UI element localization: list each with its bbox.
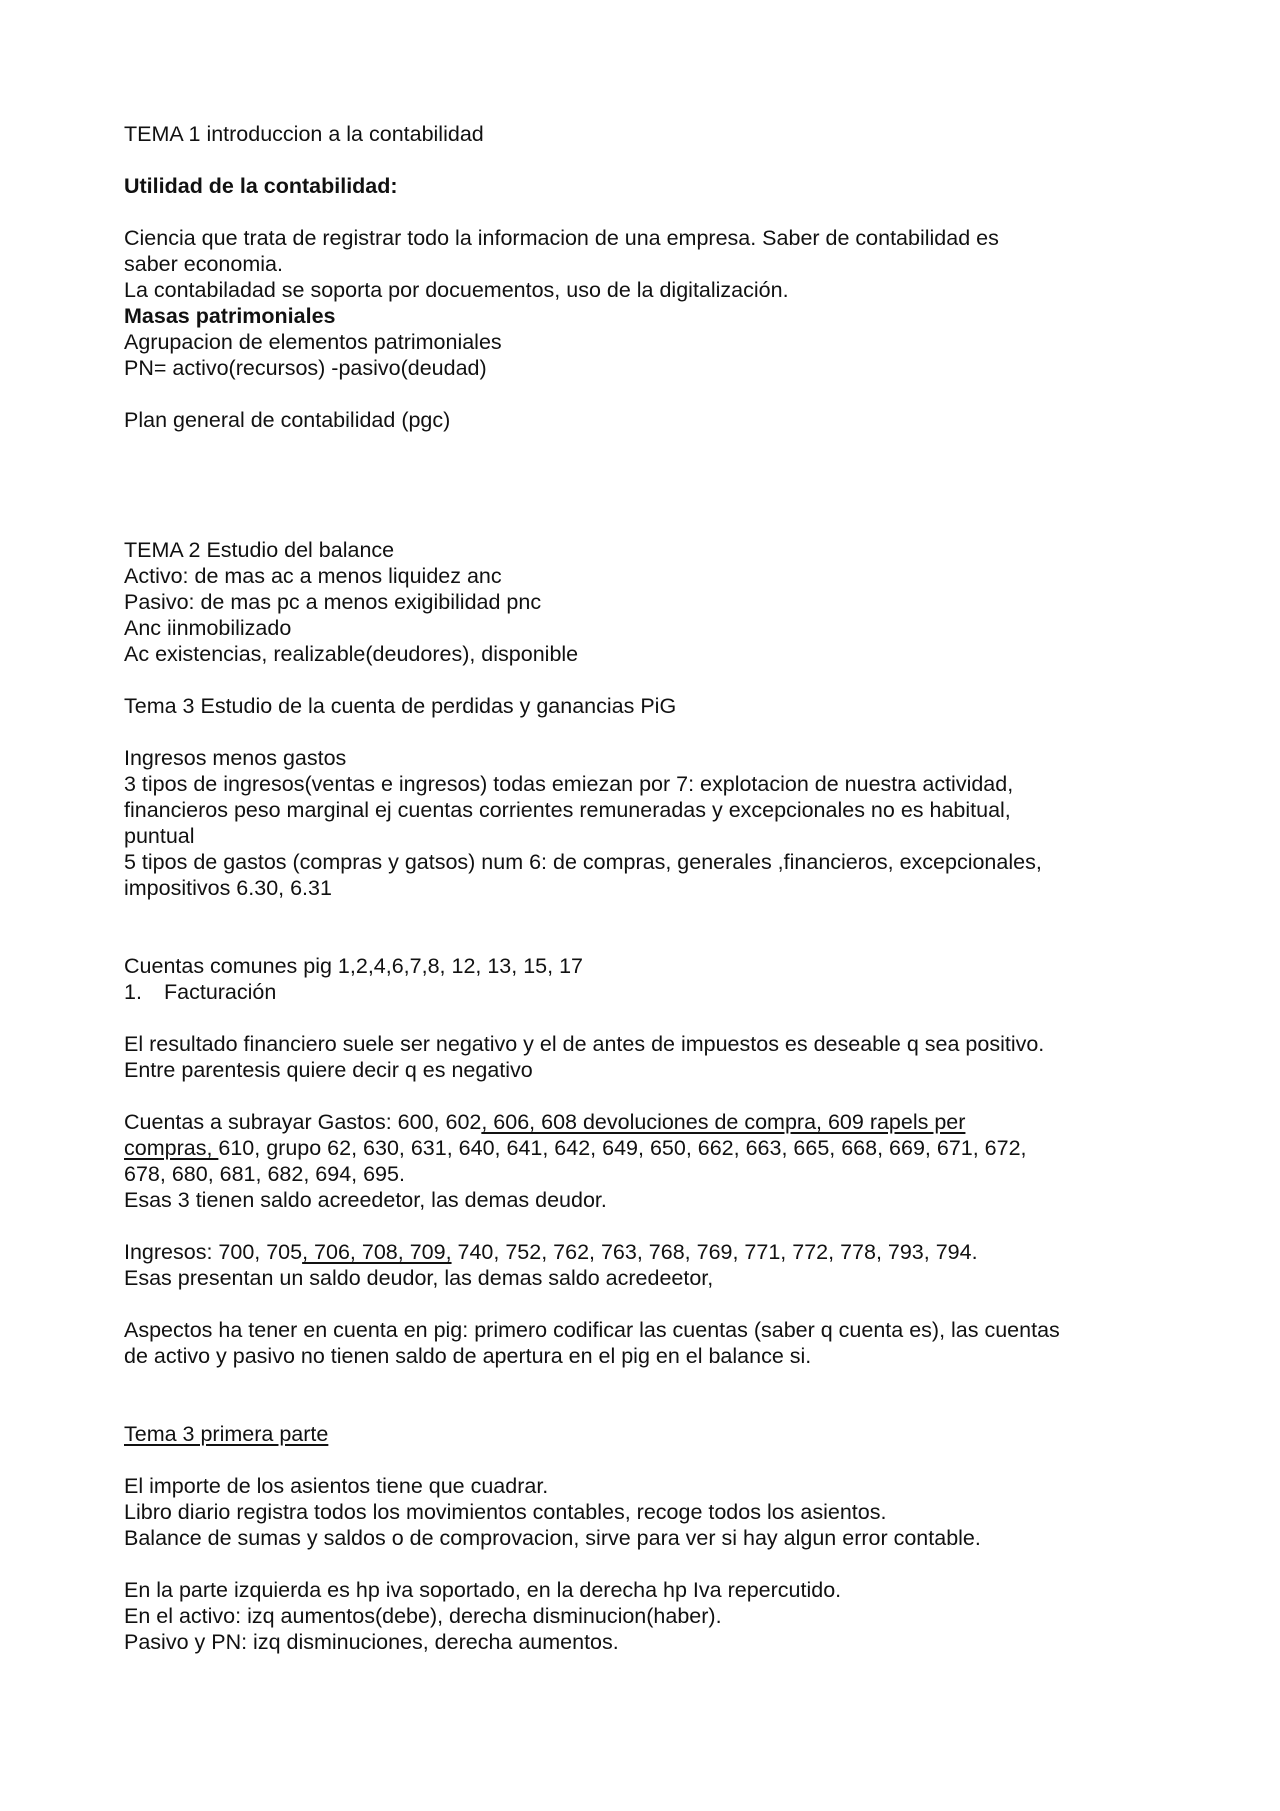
paragraph-line: Aspectos ha tener en cuenta en pig: primero codificar las cuentas (saber q cuenta es), las cuentas [124, 1318, 1060, 1342]
paragraph-line: El importe de los asientos tiene que cuadrar. [124, 1474, 549, 1498]
paragraph-line: El resultado financiero suele ser negativo y el de antes de impuestos es deseable q sea positivo. [124, 1032, 1045, 1056]
paragraph-line: Plan general de contabilidad (pgc) [124, 408, 451, 432]
tema3-title: Tema 3 Estudio de la cuenta de perdidas y ganancias PiG [124, 694, 677, 718]
paragraph-line: Anc iinmobilizado [124, 616, 292, 640]
list-item-text: Facturación [164, 980, 277, 1004]
paragraph-line: de activo y pasivo no tienen saldo de apertura en el pig en el balance si. [124, 1344, 812, 1368]
paragraph-line: Ciencia que trata de registrar todo la informacion de una empresa. Saber de contabilidad es [124, 226, 999, 250]
ingresos-underlined: , 706, 708, 709, [302, 1240, 452, 1264]
paragraph-line: financieros peso marginal ej cuentas corrientes remuneradas y excepcionales no es habitual, [124, 798, 1011, 822]
paragraph-line: La contabiladad se soporta por docuementos, uso de la digitalización. [124, 278, 789, 302]
paragraph-line: PN= activo(recursos) -pasivo(deudad) [124, 356, 487, 380]
paragraph-line: Pasivo: de mas pc a menos exigibilidad pnc [124, 590, 542, 614]
ingresos-text: Ingresos: 700, 705 [124, 1240, 303, 1264]
gastos-line [124, 1109, 1164, 1135]
gastos-text: 610, grupo 62, 630, 631, 640, 641, 642, 649, 650, 662, 663, 665, 668, 669, 671, 672, [218, 1136, 1027, 1160]
tema3-primera-parte-title: Tema 3 primera parte [124, 1422, 329, 1446]
paragraph-line: Activo: de mas ac a menos liquidez anc [124, 564, 502, 588]
ingresos-text: 740, 752, 762, 763, 768, 769, 771, 772, 778, 793, 794. [451, 1240, 978, 1264]
paragraph-line: Entre parentesis quiere decir q es negativo [124, 1058, 533, 1082]
paragraph-line: impositivos 6.30, 6.31 [124, 876, 332, 900]
gastos-text: Cuentas a subrayar Gastos: 600, 602 [124, 1110, 482, 1134]
utilidad-heading: Utilidad de la contabilidad: [124, 174, 398, 198]
paragraph-line: 3 tipos de ingresos(ventas e ingresos) todas emiezan por 7: explotacion de nuestra actividad, [124, 772, 1014, 796]
paragraph-line: Ac existencias, realizable(deudores), disponible [124, 642, 579, 666]
paragraph-line: Esas 3 tienen saldo acreedetor, las demas deudor. [124, 1188, 607, 1212]
paragraph-line: Ingresos menos gastos [124, 746, 347, 770]
document-content [124, 121, 1164, 1655]
list-number: 1. [124, 980, 142, 1004]
paragraph-line: En la parte izquierda es hp iva soportado, en la derecha hp Iva repercutido. [124, 1578, 842, 1602]
list-item [124, 979, 1164, 1005]
gastos-underlined: compras, [124, 1136, 219, 1160]
paragraph-line: 5 tipos de gastos (compras y gatsos) num 6: de compras, generales ,financieros, excepcionales, [124, 850, 1042, 874]
paragraph-line: Pasivo y PN: izq disminuciones, derecha aumentos. [124, 1630, 619, 1654]
gastos-underlined: , 606, 608 devoluciones de compra, 609 rapels per [481, 1110, 966, 1134]
paragraph-line: saber economia. [124, 252, 283, 276]
paragraph-line: Libro diario registra todos los movimientos contables, recoge todos los asientos. [124, 1500, 887, 1524]
paragraph-line: Agrupacion de elementos patrimoniales [124, 330, 502, 354]
tema1-title: TEMA 1 introduccion a la contabilidad [124, 122, 484, 146]
gastos-line [124, 1135, 1164, 1161]
masas-heading: Masas patrimoniales [124, 304, 336, 328]
paragraph-line: Balance de sumas y saldos o de comprovacion, sirve para ver si hay algun error contable. [124, 1526, 981, 1550]
ingresos-line [124, 1239, 1164, 1265]
tema2-title: TEMA 2 Estudio del balance [124, 538, 395, 562]
paragraph-line: Esas presentan un saldo deudor, las demas saldo acredeetor, [124, 1266, 714, 1290]
paragraph-line: puntual [124, 824, 195, 848]
paragraph-line: En el activo: izq aumentos(debe), derecha disminucion(haber). [124, 1604, 722, 1628]
paragraph-line: Cuentas comunes pig 1,2,4,6,7,8, 12, 13, 15, 17 [124, 954, 583, 978]
paragraph-line: 678, 680, 681, 682, 694, 695. [124, 1162, 405, 1186]
